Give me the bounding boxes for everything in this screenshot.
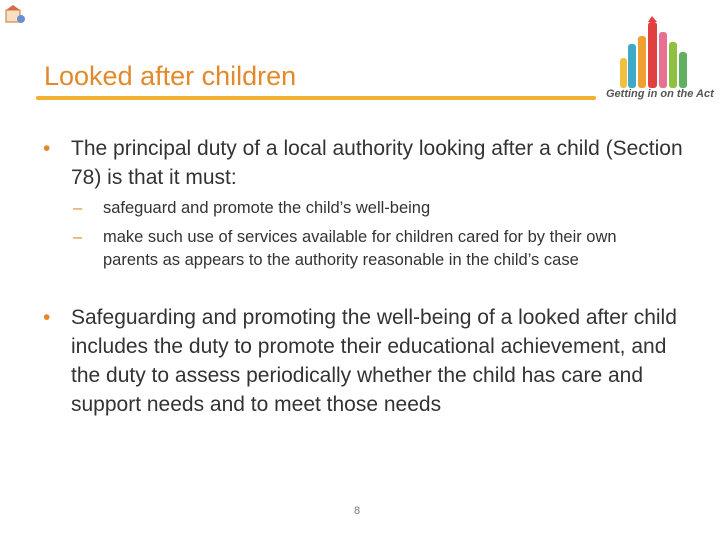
bullet-marker: • [43,306,51,329]
logo-text: Getting in on the Act [606,88,714,100]
slide-title: Looked after children [44,61,297,91]
slide-icon [2,2,28,28]
bullet-text: The principal duty of a local authority looking after a child (Section 78) is that it must: [71,137,683,189]
bullet-marker: • [43,137,51,160]
title-underline [36,96,596,100]
bullet-text: Safeguarding and promoting the well-being of a looked after child includes the duty to promote their educational achievement, and the duty to assess periodically whether the child has care and support needs and to meet those needs [71,306,677,416]
sub-text: make such use of services available for children cared for by their own parents as appears to the authority reasonable in the child’s case [103,228,617,269]
sub-marker: – [73,199,83,217]
page-number: 8 [354,505,361,517]
sub-text: safeguard and promote the child’s well-being [103,199,431,217]
sub-marker: – [73,228,83,246]
